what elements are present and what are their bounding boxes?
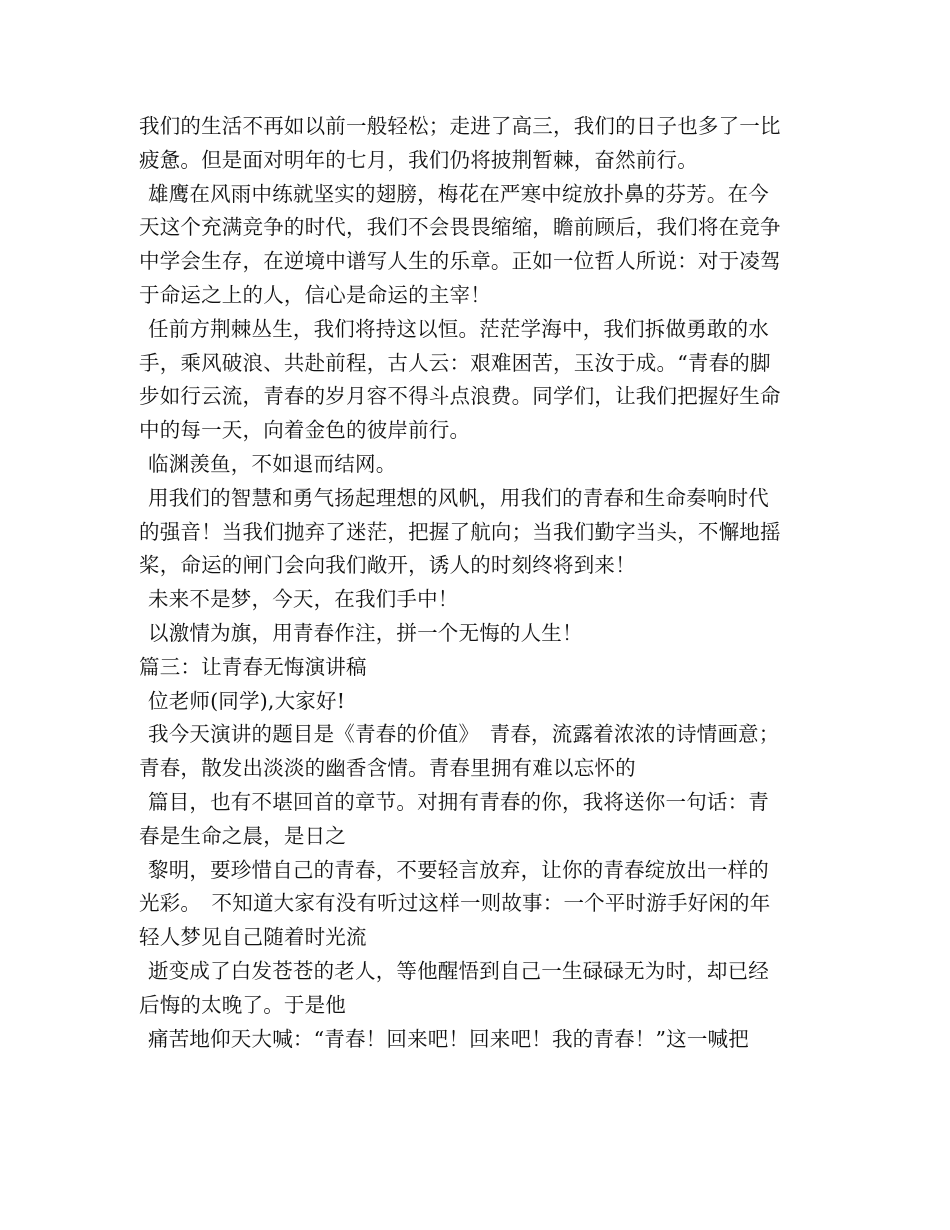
text-line-2: 疲惫。但是面对明年的七月，我们仍将披荆暂棘，奋然前行。 (139, 147, 698, 172)
text-line-26: 逝变成了白发苍苍的老人，等他醒悟到自己一生碌碌无为时，却已经 (148, 958, 769, 983)
text-line-23: 黎明，要珍惜自己的青春，不要轻言放弃，让你的青春绽放出一样的 (148, 857, 769, 882)
text-line-1: 我们的生活不再如以前一般轻松；走进了高三，我们的日子也多了一比 (139, 114, 781, 138)
text-line-7: 任前方荆棘丛生，我们将持这以恒。茫茫学海中，我们拆做勇敢的水 (148, 316, 769, 341)
text-line-9: 步如行云流，青春的岁月容不得斗点浪费。同学们，让我们把握好生命 (139, 384, 781, 409)
text-line-22: 春是生命之晨，是日之 (139, 823, 346, 848)
text-line-19: 我今天演讲的题目是《青春的价值》 青春，流露着浓浓的诗情画意； (148, 722, 780, 747)
text-line-18: 位老师(同学),大家好! (148, 688, 346, 713)
text-line-24: 光彩。 不知道大家有没有听过这样一则故事：一个平时游手好闲的年 (139, 891, 771, 916)
text-line-25: 轻人梦见自己随着时光流 (139, 925, 367, 950)
text-line-16: 以激情为旗，用青春作注，拼一个无悔的人生！ (148, 620, 583, 645)
text-line-10: 中的每一天，向着金色的彼岸前行。 (139, 418, 471, 443)
text-line-8: 手，乘风破浪、共赴前程，古人云：艰难困苦，玉汝于成。“青春的脚 (139, 350, 771, 375)
text-line-21: 篇目，也有不堪回首的章节。对拥有青春的你，我将送你一句话：青 (148, 789, 769, 814)
text-line-4: 天这个充满竞争的时代，我们不会畏畏缩缩，瞻前顾后，我们将在竞争 (139, 215, 781, 240)
text-line-3: 雄鹰在风雨中练就坚实的翅膀，梅花在严寒中绽放扑鼻的芬芳。在今 (148, 181, 769, 206)
text-line-15: 未来不是梦，今天，在我们手中！ (148, 587, 459, 612)
text-line-12: 用我们的智慧和勇气扬起理想的风帆，用我们的青春和生命奏响时代 (148, 485, 769, 510)
document-body-text (139, 110, 829, 1056)
section-heading: 篇三：让青春无悔演讲稿 (139, 654, 367, 679)
text-line-28: 痛苦地仰天大喊：“青春！回来吧！回来吧！我的青春！”这一喊把 (148, 1026, 749, 1051)
text-line-20: 青春，散发出淡淡的幽香含情。青春里拥有难以忘怀的 (139, 756, 636, 781)
text-line-14: 桨，命运的闸门会向我们敞开，诱人的时刻终将到来！ (139, 553, 636, 578)
text-line-11: 临渊羡鱼，不如退而结网。 (148, 451, 397, 476)
text-line-13: 的强音！当我们抛弃了迷茫，把握了航向；当我们勤字当头，不懈地摇 (139, 519, 781, 544)
text-line-6: 于命运之上的人，信心是命运的主宰！ (139, 282, 491, 307)
text-line-27: 后悔的太晚了。于是他 (139, 992, 346, 1017)
text-line-5: 中学会生存，在逆境中谱写人生的乐章。正如一位哲人所说：对于凌驾 (139, 249, 781, 274)
